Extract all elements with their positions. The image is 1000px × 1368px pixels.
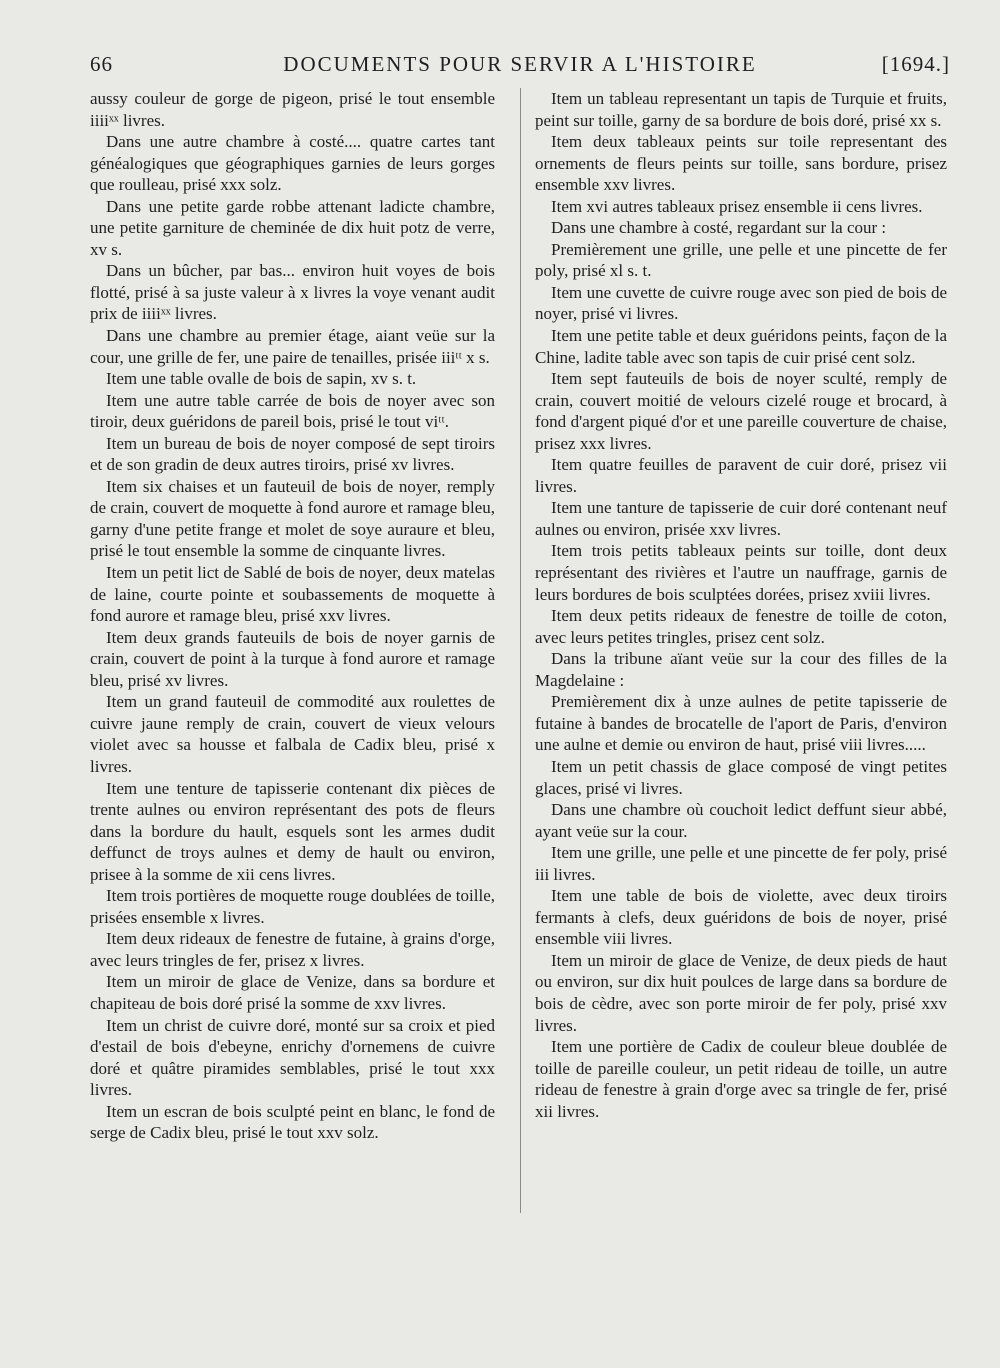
paragraph: Item un miroir de glace de Venize, de deux pieds de haut ou environ, sur dix huit poulces de large dans sa bordure de bois de cèdre, avec son porte miroir de fer poly, prisé xxv livres. [535, 950, 947, 1035]
paragraph: Dans une chambre à costé, regardant sur la cour : [551, 218, 887, 238]
paragraph: Item deux tableaux peints sur toile representant des ornements de fleurs peints sur toille, sans bordure, prisez ensemble xxv livres. [535, 132, 947, 195]
running-title: DOCUMENTS POUR SERVIR A L'HISTOIRE [283, 52, 757, 76]
paragraph: Item un miroir de glace de Venize, dans sa bordure et chapiteau de bois doré prisé la somme de xxv livres. [90, 972, 495, 1013]
paragraph: Item un christ de cuivre doré, monté sur sa croix et pied d'estail de bois d'ebeyne, enrichy d'ornemens de cuivre doré et quâtre piramides semblables, prisé le tout xxx livres. [90, 1015, 495, 1100]
paragraph: Item trois portières de moquette rouge doublées de toille, prisées ensemble x livres. [90, 886, 495, 927]
paragraph: Item une table ovalle de bois de sapin, xv s. t. [106, 369, 417, 389]
paragraph: Item une petite table et deux guéridons peints, façon de la Chine, ladite table avec son tapis de cuir prisé cent solz. [535, 326, 947, 367]
page-number: 66 [90, 52, 113, 76]
paragraph: Dans une autre chambre à costé.... quatre cartes tant généalogiques que géographiques garnies de leurs gorges que roulleau, prisé xxx solz. [90, 132, 495, 195]
paragraph: Dans une chambre au premier étage, aiant veüe sur la cour, une grille de fer, une paire de tenailles, prisée iiiᵗᵗ x s. [90, 326, 495, 367]
paragraph: Item une grille, une pelle et une pincette de fer poly, prisé iii livres. [535, 843, 947, 884]
right-column [535, 88, 947, 1122]
paragraph: Item trois petits tableaux peints sur toille, dont deux représentant des rivières et l'autre un nauffrage, garnis de leurs bordures de bois sculptées dorées, prisez xviii livres. [535, 541, 947, 604]
paragraph: Premièrement une grille, une pelle et une pincette de fer poly, prisé xl s. t. [535, 239, 947, 281]
paragraph: Item six chaises et un fauteuil de bois de noyer, remply de crain, couvert de moquette à fond aurore et ramage bleu, garny d'une petite frange et molet de soye auraure et bleu, prisé le tout ensemble la somme de cinquante livres. [90, 476, 495, 561]
paragraph: Item un bureau de bois de noyer composé de sept tiroirs et de son gradin de deux autres tiroirs, prisé xv livres. [90, 433, 495, 475]
paragraph: Item une autre table carrée de bois de noyer avec son tiroir, deux guéridons de pareil bois, prisé le tout viᵗᵗ. [90, 390, 495, 432]
paragraph: Item un escran de bois sculpté peint en blanc, le fond de serge de Cadix bleu, prisé le tout xxv solz. [90, 1101, 495, 1143]
paragraph: Item une portière de Cadix de couleur bleue doublée de toille de pareille couleur, un petit rideau de toille, un autre rideau de fenestre à grain d'orge avec sa tringle de fer, prisé xii livres. [535, 1037, 947, 1121]
left-column [90, 88, 495, 1144]
paragraph: aussy couleur de gorge de pigeon, prisé le tout ensemble iiiiˣˣ livres. [90, 89, 495, 130]
paragraph: Item un petit chassis de glace composé de vingt petites glaces, prisé vi livres. [535, 756, 947, 798]
paragraph: Item deux petits rideaux de fenestre de toille de coton, avec leurs petites tringles, prisez cent solz. [535, 606, 947, 647]
paragraph: Dans une petite garde robbe attenant ladicte chambre, une petite garniture de cheminée de dix huit potz de verre, xv s. [90, 196, 495, 259]
paragraph: Dans un bûcher, par bas... environ huit voyes de bois flotté, prisé à sa juste valeur à x livres la voye venant audit prix de iiiiˣˣ livres. [90, 261, 495, 324]
paragraph: Item un grand fauteuil de commodité aux roulettes de cuivre jaune remply de crain, couvert de vieux velours violet avec sa housse et falbala de Cadix bleu, prisé x livres. [90, 692, 495, 776]
column-divider [520, 88, 521, 1213]
year-marker: [1694.] [881, 52, 950, 76]
paragraph: Premièrement dix à unze aulnes de petite tapisserie de futaine à bandes de brocatelle de l'aport de Paris, d'environ une aulne et demie ou environ de haut, prisé viii livres..... [535, 692, 947, 755]
paragraph: Item deux grands fauteuils de bois de noyer garnis de crain, couvert de point à la turque à fond aurore et ramage bleu, prisé xv livres. [90, 627, 495, 690]
paragraph: Item une tanture de tapisserie de cuir doré contenant neuf aulnes ou environ, prisée xxv livres. [535, 498, 947, 539]
paragraph: Item quatre feuilles de paravent de cuir doré, prisez vii livres. [535, 455, 947, 496]
paragraph: Dans la tribune aïant veüe sur la cour des filles de la Magdelaine : [535, 649, 947, 690]
paragraph: Item sept fauteuils de bois de noyer sculté, remply de crain, couvert moitié de velours cizelé rouge et brocard, à fond d'argent piqué d'or et une pareille couverture de chaise, prisez xxx livres. [535, 369, 947, 453]
running-header [90, 52, 950, 84]
paragraph: Item xvi autres tableaux prisez ensemble ii cens livres. [551, 196, 923, 216]
paragraph: Item un tableau representant un tapis de Turquie et fruits, peint sur toille, garny de sa bordure de bois doré, prisé xx s. [535, 89, 947, 130]
paragraph: Item une cuvette de cuivre rouge avec son pied de bois de noyer, prisé vi livres. [535, 282, 947, 324]
paragraph: Item un petit lict de Sablé de bois de noyer, deux matelas de laine, courte pointe et soubassements de moquette à fond aurore et ramage bleu, prisé xxv livres. [90, 563, 495, 626]
paragraph: Item une tenture de tapisserie contenant dix pièces de trente aulnes ou environ représentant des pots de fleurs dans la bordure du hault, esquels sont les armes dudit deffunct de troys aulnes et demy de hault ou environ, prisee à la somme de xii cens livres. [90, 778, 495, 884]
paragraph: Item deux rideaux de fenestre de futaine, à grains d'orge, avec leurs tringles de fer, prisez x livres. [90, 929, 495, 970]
paragraph: Item une table de bois de violette, avec deux tiroirs fermants à clefs, deux guéridons de bois de noyer, prisé ensemble viii livres. [535, 886, 947, 949]
paragraph: Dans une chambre où couchoit ledict deffunt sieur abbé, ayant veüe sur la cour. [535, 800, 947, 841]
